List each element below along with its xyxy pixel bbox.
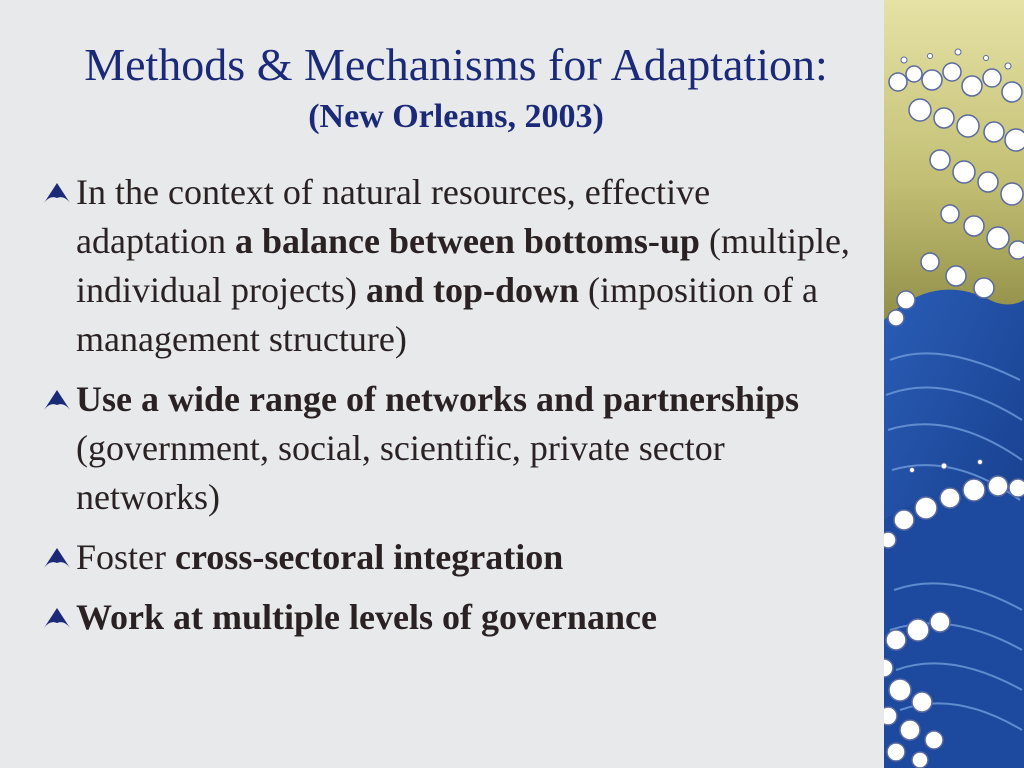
bullet-text-run: (multiple, individual projects) <box>76 221 850 310</box>
bullet-text-bold: Use a wide range of networks and partnerships <box>76 379 800 419</box>
bullet-list <box>42 168 862 642</box>
bullet-text <box>76 168 862 364</box>
wave-bullet-icon <box>42 546 72 570</box>
bullet-text-run: (imposition of a management structure) <box>76 270 819 359</box>
bullet-item <box>42 533 862 582</box>
slide-subtitle: (New Orleans, 2003) <box>308 98 604 135</box>
slide-title-block <box>0 38 912 138</box>
bullet-item <box>42 375 862 522</box>
wave-bullet-icon <box>42 181 72 205</box>
bullet-text-run: In the context of natural resources, effective adaptation <box>76 172 711 261</box>
bullet-text-bold: a balance between bottoms-up <box>234 221 700 261</box>
wave-bullet-icon <box>42 388 72 412</box>
bullet-text <box>76 375 862 522</box>
great-wave-art <box>884 0 1024 768</box>
bullet-text-bold: cross-sectoral integration <box>175 537 564 577</box>
slide-title: Methods & Mechanisms for Adaptation: <box>84 39 828 90</box>
bullet-text-bold: Work at multiple levels of governance <box>76 597 657 637</box>
bullet-text-bold: and top-down <box>365 270 580 310</box>
bullet-item <box>42 168 862 364</box>
bullet-text-run: Foster <box>76 537 175 577</box>
bullet-text <box>76 593 862 642</box>
bullet-text <box>76 533 862 582</box>
bullet-item <box>42 593 862 642</box>
wave-bullet-icon <box>42 606 72 630</box>
bullet-text-run: (government, social, scientific, private sector networks) <box>76 428 725 517</box>
